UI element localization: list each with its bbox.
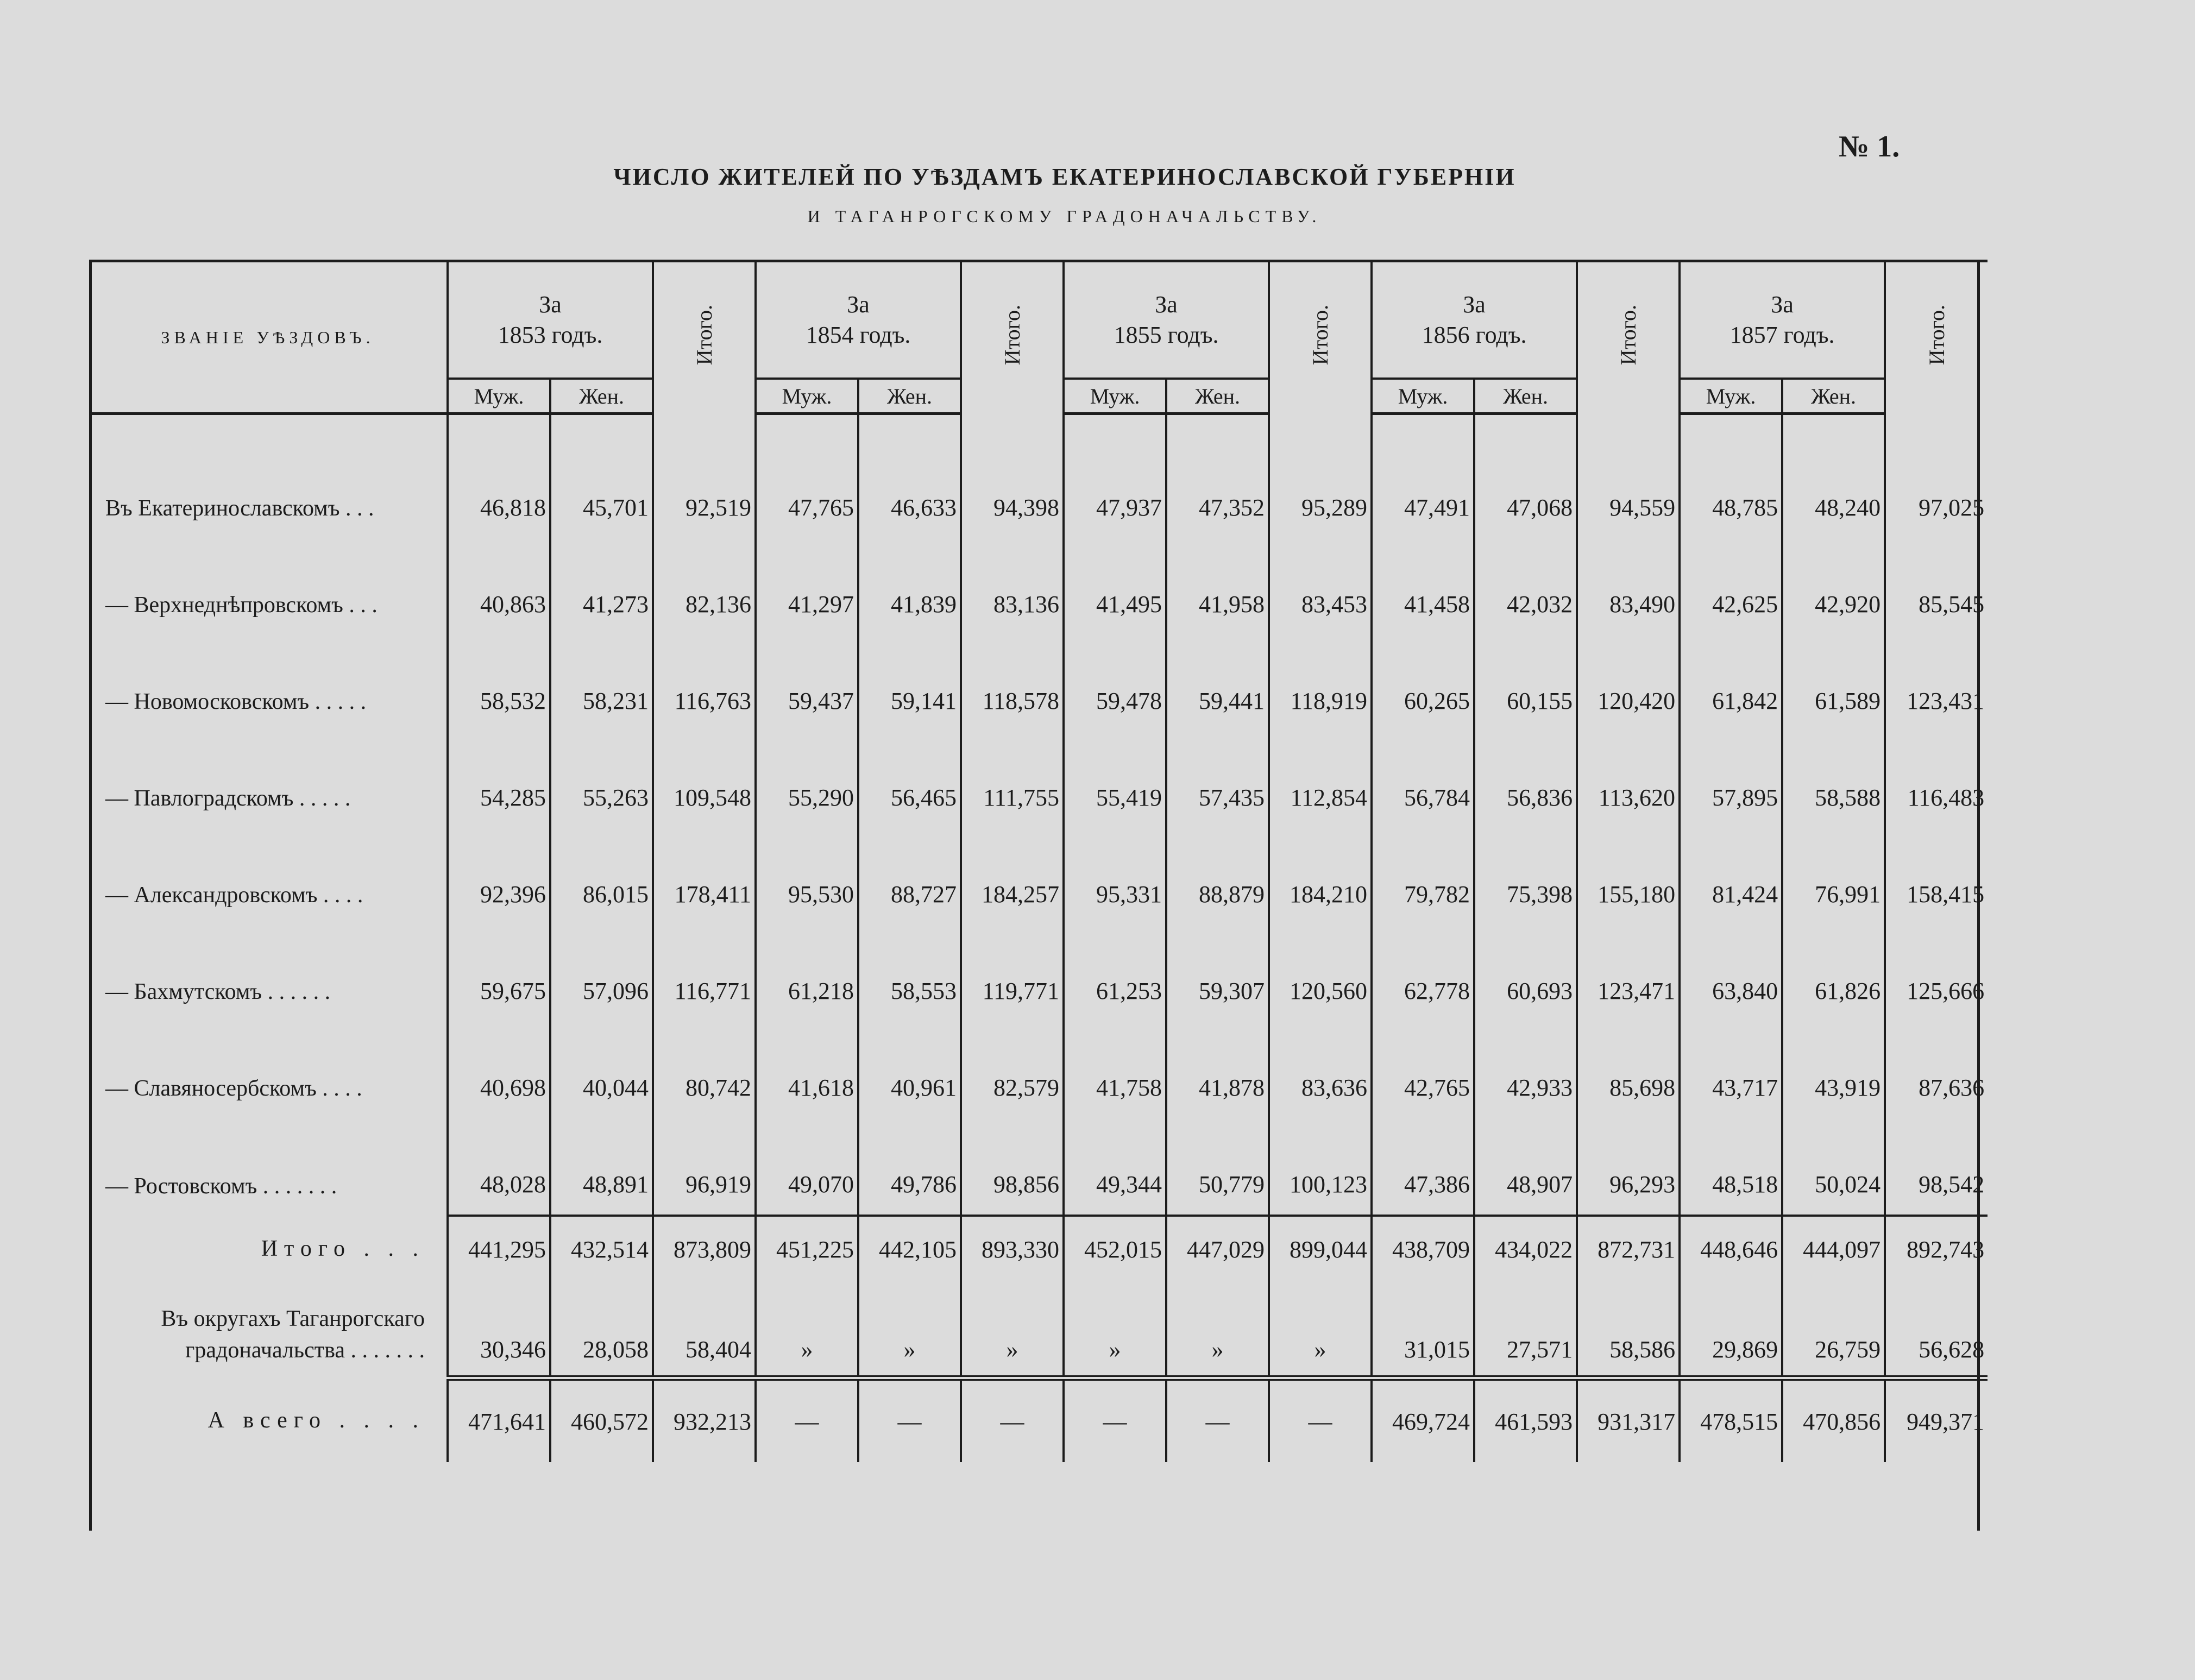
value-cell: 57,435 bbox=[1166, 731, 1269, 828]
grand-total-value: 949,371 bbox=[1885, 1378, 1988, 1462]
subtotal-value: 447,029 bbox=[1166, 1216, 1269, 1282]
subtotal-value: 448,646 bbox=[1680, 1216, 1782, 1282]
taganrog-value: » bbox=[858, 1282, 961, 1378]
value-cell: 83,453 bbox=[1269, 538, 1372, 634]
value-cell: 55,290 bbox=[756, 731, 858, 828]
table-row bbox=[89, 1118, 1988, 1216]
value-cell: 113,620 bbox=[1577, 731, 1680, 828]
value-cell: 155,180 bbox=[1577, 828, 1680, 924]
header-year-prefix: За bbox=[1155, 291, 1178, 318]
taganrog-label bbox=[89, 1282, 448, 1378]
value-cell: 40,698 bbox=[448, 1021, 550, 1118]
value-cell: 61,218 bbox=[756, 924, 858, 1021]
value-cell: 82,136 bbox=[653, 538, 756, 634]
value-cell: 96,293 bbox=[1577, 1118, 1680, 1216]
value-cell: 123,471 bbox=[1577, 924, 1680, 1021]
value-cell: 82,579 bbox=[961, 1021, 1064, 1118]
value-cell: 41,618 bbox=[756, 1021, 858, 1118]
taganrog-value: 58,404 bbox=[653, 1282, 756, 1378]
table-row bbox=[89, 414, 1988, 538]
value-cell: 123,431 bbox=[1885, 634, 1988, 731]
value-cell: 59,141 bbox=[858, 634, 961, 731]
value-cell: 63,840 bbox=[1680, 924, 1782, 1021]
table-row bbox=[89, 634, 1988, 731]
subtotal-value: 873,809 bbox=[653, 1216, 756, 1282]
value-cell: 42,032 bbox=[1474, 538, 1577, 634]
value-cell: 116,771 bbox=[653, 924, 756, 1021]
header-year-value: 1855 годъ. bbox=[1114, 322, 1219, 348]
district-label: — Новомосковскомъ . . . . . bbox=[105, 689, 367, 714]
value-cell: 42,625 bbox=[1680, 538, 1782, 634]
value-cell: 55,263 bbox=[550, 731, 653, 828]
taganrog-value: 58,586 bbox=[1577, 1282, 1680, 1378]
value-cell: 49,070 bbox=[756, 1118, 858, 1216]
header-female-1: Жен. bbox=[858, 379, 961, 414]
table-row bbox=[89, 924, 1988, 1021]
value-cell: 100,123 bbox=[1269, 1118, 1372, 1216]
header-year-4 bbox=[1680, 261, 1885, 379]
taganrog-value: » bbox=[756, 1282, 858, 1378]
header-male-3: Муж. bbox=[1372, 379, 1474, 414]
header-year-0 bbox=[448, 261, 653, 379]
subtotal-value: 452,015 bbox=[1064, 1216, 1166, 1282]
value-cell: 158,415 bbox=[1885, 828, 1988, 924]
subtotal-value: 444,097 bbox=[1782, 1216, 1885, 1282]
population-table bbox=[89, 260, 1988, 1462]
value-cell: 95,530 bbox=[756, 828, 858, 924]
subtotal-value: 432,514 bbox=[550, 1216, 653, 1282]
value-cell: 98,542 bbox=[1885, 1118, 1988, 1216]
header-year-prefix: За bbox=[539, 291, 562, 318]
value-cell: 41,495 bbox=[1064, 538, 1166, 634]
value-cell: 41,878 bbox=[1166, 1021, 1269, 1118]
district-label: — Александровскомъ . . . . bbox=[105, 883, 363, 908]
subtotal-value: 872,731 bbox=[1577, 1216, 1680, 1282]
header-year-prefix: За bbox=[1463, 291, 1486, 318]
value-cell: 184,257 bbox=[961, 828, 1064, 924]
grand-total-label: А всего . . . . bbox=[207, 1407, 425, 1433]
value-cell: 83,490 bbox=[1577, 538, 1680, 634]
value-cell: 57,895 bbox=[1680, 731, 1782, 828]
header-total-label: Итого. bbox=[1924, 305, 1949, 366]
value-cell: 59,675 bbox=[448, 924, 550, 1021]
subtotal-value: 451,225 bbox=[756, 1216, 858, 1282]
value-cell: 49,344 bbox=[1064, 1118, 1166, 1216]
value-cell: 48,891 bbox=[550, 1118, 653, 1216]
value-cell: 40,044 bbox=[550, 1021, 653, 1118]
grand-total-row bbox=[89, 1378, 1988, 1462]
header-total-label: Итого. bbox=[1308, 305, 1333, 366]
value-cell: 79,782 bbox=[1372, 828, 1474, 924]
value-cell: 80,742 bbox=[653, 1021, 756, 1118]
value-cell: 88,879 bbox=[1166, 828, 1269, 924]
taganrog-value: 56,628 bbox=[1885, 1282, 1988, 1378]
value-cell: 54,285 bbox=[448, 731, 550, 828]
table-row bbox=[89, 538, 1988, 634]
value-cell: 96,919 bbox=[653, 1118, 756, 1216]
header-total-3 bbox=[1577, 261, 1680, 414]
value-cell: 86,015 bbox=[550, 828, 653, 924]
value-cell: 55,419 bbox=[1064, 731, 1166, 828]
value-cell: 109,548 bbox=[653, 731, 756, 828]
page-number: № 1. bbox=[1839, 130, 1900, 163]
value-cell: 61,253 bbox=[1064, 924, 1166, 1021]
value-cell: 60,693 bbox=[1474, 924, 1577, 1021]
value-cell: 40,863 bbox=[448, 538, 550, 634]
district-label: — Павлоградскомъ . . . . . bbox=[105, 786, 351, 811]
value-cell: 41,758 bbox=[1064, 1021, 1166, 1118]
subtotal-value: 442,105 bbox=[858, 1216, 961, 1282]
value-cell: 48,785 bbox=[1680, 414, 1782, 538]
taganrog-value: 26,759 bbox=[1782, 1282, 1885, 1378]
value-cell: 111,755 bbox=[961, 731, 1064, 828]
grand-total-value: — bbox=[756, 1378, 858, 1462]
value-cell: 112,854 bbox=[1269, 731, 1372, 828]
header-district-label: ЗВАНІЕ УѢЗДОВЪ. bbox=[89, 261, 448, 414]
value-cell: 118,578 bbox=[961, 634, 1064, 731]
district-label: — Ростовскомъ . . . . . . . bbox=[105, 1174, 337, 1199]
value-cell: 95,289 bbox=[1269, 414, 1372, 538]
taganrog-value: » bbox=[961, 1282, 1064, 1378]
value-cell: 58,588 bbox=[1782, 731, 1885, 828]
value-cell: 94,559 bbox=[1577, 414, 1680, 538]
value-cell: 42,765 bbox=[1372, 1021, 1474, 1118]
subtotal-value: 434,022 bbox=[1474, 1216, 1577, 1282]
value-cell: 58,553 bbox=[858, 924, 961, 1021]
value-cell: 85,545 bbox=[1885, 538, 1988, 634]
value-cell: 61,842 bbox=[1680, 634, 1782, 731]
value-cell: 61,826 bbox=[1782, 924, 1885, 1021]
value-cell: 76,991 bbox=[1782, 828, 1885, 924]
value-cell: 87,636 bbox=[1885, 1021, 1988, 1118]
value-cell: 48,518 bbox=[1680, 1118, 1782, 1216]
grand-total-value: 471,641 bbox=[448, 1378, 550, 1462]
value-cell: 98,856 bbox=[961, 1118, 1064, 1216]
value-cell: 58,532 bbox=[448, 634, 550, 731]
district-label: Въ Екатеринославскомъ . . . bbox=[105, 496, 374, 521]
taganrog-value: » bbox=[1166, 1282, 1269, 1378]
grand-total-value: 469,724 bbox=[1372, 1378, 1474, 1462]
taganrog-value: 30,346 bbox=[448, 1282, 550, 1378]
value-cell: 48,028 bbox=[448, 1118, 550, 1216]
taganrog-label-line2: градоначальства . . . . . . . bbox=[185, 1338, 425, 1363]
value-cell: 46,633 bbox=[858, 414, 961, 538]
taganrog-value: 28,058 bbox=[550, 1282, 653, 1378]
value-cell: 49,786 bbox=[858, 1118, 961, 1216]
value-cell: 120,560 bbox=[1269, 924, 1372, 1021]
header-male-0: Муж. bbox=[448, 379, 550, 414]
header-total-label: Итого. bbox=[1000, 305, 1025, 366]
value-cell: 116,483 bbox=[1885, 731, 1988, 828]
value-cell: 120,420 bbox=[1577, 634, 1680, 731]
header-total-2 bbox=[1269, 261, 1372, 414]
taganrog-value: » bbox=[1064, 1282, 1166, 1378]
value-cell: 60,155 bbox=[1474, 634, 1577, 731]
header-total-label: Итого. bbox=[692, 305, 717, 366]
value-cell: 85,698 bbox=[1577, 1021, 1680, 1118]
value-cell: 43,717 bbox=[1680, 1021, 1782, 1118]
taganrog-value: 27,571 bbox=[1474, 1282, 1577, 1378]
value-cell: 57,096 bbox=[550, 924, 653, 1021]
value-cell: 41,273 bbox=[550, 538, 653, 634]
value-cell: 47,491 bbox=[1372, 414, 1474, 538]
district-label: — Верхнеднѣпровскомъ . . . bbox=[105, 593, 378, 618]
value-cell: 60,265 bbox=[1372, 634, 1474, 731]
value-cell: 83,136 bbox=[961, 538, 1064, 634]
header-year-2 bbox=[1064, 261, 1269, 379]
header-year-value: 1853 годъ. bbox=[498, 322, 603, 348]
header-total-4 bbox=[1885, 261, 1988, 414]
header-year-value: 1854 годъ. bbox=[806, 322, 911, 348]
table-row bbox=[89, 828, 1988, 924]
value-cell: 62,778 bbox=[1372, 924, 1474, 1021]
value-cell: 58,231 bbox=[550, 634, 653, 731]
grand-total-value: 461,593 bbox=[1474, 1378, 1577, 1462]
value-cell: 116,763 bbox=[653, 634, 756, 731]
taganrog-row bbox=[89, 1282, 1988, 1378]
value-cell: 41,839 bbox=[858, 538, 961, 634]
value-cell: 92,396 bbox=[448, 828, 550, 924]
value-cell: 184,210 bbox=[1269, 828, 1372, 924]
header-total-1 bbox=[961, 261, 1064, 414]
grand-total-value: 932,213 bbox=[653, 1378, 756, 1462]
value-cell: 61,589 bbox=[1782, 634, 1885, 731]
value-cell: 43,919 bbox=[1782, 1021, 1885, 1118]
taganrog-value: 29,869 bbox=[1680, 1282, 1782, 1378]
value-cell: 59,441 bbox=[1166, 634, 1269, 731]
header-year-prefix: За bbox=[1771, 291, 1794, 318]
value-cell: 56,836 bbox=[1474, 731, 1577, 828]
grand-total-value: 460,572 bbox=[550, 1378, 653, 1462]
header-year-value: 1857 годъ. bbox=[1729, 322, 1835, 348]
page-subtitle: И ТАГАНРОГСКОМУ ГРАДОНАЧАЛЬСТВУ. bbox=[807, 206, 1322, 226]
taganrog-label-line1: Въ округахъ Таганрогскаго bbox=[161, 1306, 425, 1331]
value-cell: 46,818 bbox=[448, 414, 550, 538]
value-cell: 94,398 bbox=[961, 414, 1064, 538]
subtotal-row bbox=[89, 1216, 1988, 1282]
header-female-0: Жен. bbox=[550, 379, 653, 414]
value-cell: 48,240 bbox=[1782, 414, 1885, 538]
district-label: — Бахмутскомъ . . . . . . bbox=[105, 979, 331, 1004]
header-female-4: Жен. bbox=[1782, 379, 1885, 414]
grand-total-value: — bbox=[1166, 1378, 1269, 1462]
header-year-prefix: За bbox=[847, 291, 870, 318]
value-cell: 59,478 bbox=[1064, 634, 1166, 731]
grand-total-value: 931,317 bbox=[1577, 1378, 1680, 1462]
grand-total-value: — bbox=[1269, 1378, 1372, 1462]
table-row bbox=[89, 731, 1988, 828]
header-male-4: Муж. bbox=[1680, 379, 1782, 414]
value-cell: 125,666 bbox=[1885, 924, 1988, 1021]
value-cell: 41,297 bbox=[756, 538, 858, 634]
header-total-label: Итого. bbox=[1616, 305, 1641, 366]
grand-total-value: — bbox=[961, 1378, 1064, 1462]
value-cell: 95,331 bbox=[1064, 828, 1166, 924]
value-cell: 47,765 bbox=[756, 414, 858, 538]
subtotal-value: 438,709 bbox=[1372, 1216, 1474, 1282]
value-cell: 59,437 bbox=[756, 634, 858, 731]
value-cell: 59,307 bbox=[1166, 924, 1269, 1021]
grand-total-value: — bbox=[1064, 1378, 1166, 1462]
page-title: ЧИСЛО ЖИТЕЛЕЙ ПО УѢЗДАМЪ ЕКАТЕРИНОСЛАВСКОЙ ГУБЕРНІИ bbox=[613, 163, 1516, 190]
grand-total-value: 470,856 bbox=[1782, 1378, 1885, 1462]
subtotal-value: 899,044 bbox=[1269, 1216, 1372, 1282]
header-year-value: 1856 годъ. bbox=[1422, 322, 1527, 348]
header-male-2: Муж. bbox=[1064, 379, 1166, 414]
value-cell: 47,068 bbox=[1474, 414, 1577, 538]
value-cell: 97,025 bbox=[1885, 414, 1988, 538]
value-cell: 47,386 bbox=[1372, 1118, 1474, 1216]
grand-total-value: 478,515 bbox=[1680, 1378, 1782, 1462]
header-year-1 bbox=[756, 261, 961, 379]
value-cell: 118,919 bbox=[1269, 634, 1372, 731]
header-year-3 bbox=[1372, 261, 1577, 379]
value-cell: 178,411 bbox=[653, 828, 756, 924]
value-cell: 50,779 bbox=[1166, 1118, 1269, 1216]
value-cell: 42,920 bbox=[1782, 538, 1885, 634]
value-cell: 47,937 bbox=[1064, 414, 1166, 538]
value-cell: 83,636 bbox=[1269, 1021, 1372, 1118]
value-cell: 75,398 bbox=[1474, 828, 1577, 924]
value-cell: 47,352 bbox=[1166, 414, 1269, 538]
header-female-3: Жен. bbox=[1474, 379, 1577, 414]
value-cell: 81,424 bbox=[1680, 828, 1782, 924]
value-cell: 41,458 bbox=[1372, 538, 1474, 634]
taganrog-value: » bbox=[1269, 1282, 1372, 1378]
value-cell: 56,784 bbox=[1372, 731, 1474, 828]
header-total-0 bbox=[653, 261, 756, 414]
header-female-2: Жен. bbox=[1166, 379, 1269, 414]
value-cell: 88,727 bbox=[858, 828, 961, 924]
value-cell: 119,771 bbox=[961, 924, 1064, 1021]
value-cell: 45,701 bbox=[550, 414, 653, 538]
value-cell: 40,961 bbox=[858, 1021, 961, 1118]
value-cell: 41,958 bbox=[1166, 538, 1269, 634]
value-cell: 42,933 bbox=[1474, 1021, 1577, 1118]
value-cell: 56,465 bbox=[858, 731, 961, 828]
grand-total-value: — bbox=[858, 1378, 961, 1462]
subtotal-label: Итого . . . bbox=[261, 1236, 425, 1261]
table-row bbox=[89, 1021, 1988, 1118]
value-cell: 50,024 bbox=[1782, 1118, 1885, 1216]
district-label: — Славяносербскомъ . . . . bbox=[105, 1076, 362, 1101]
taganrog-value: 31,015 bbox=[1372, 1282, 1474, 1378]
subtotal-value: 893,330 bbox=[961, 1216, 1064, 1282]
header-male-1: Муж. bbox=[756, 379, 858, 414]
subtotal-value: 441,295 bbox=[448, 1216, 550, 1282]
subtotal-value: 892,743 bbox=[1885, 1216, 1988, 1282]
value-cell: 48,907 bbox=[1474, 1118, 1577, 1216]
value-cell: 92,519 bbox=[653, 414, 756, 538]
